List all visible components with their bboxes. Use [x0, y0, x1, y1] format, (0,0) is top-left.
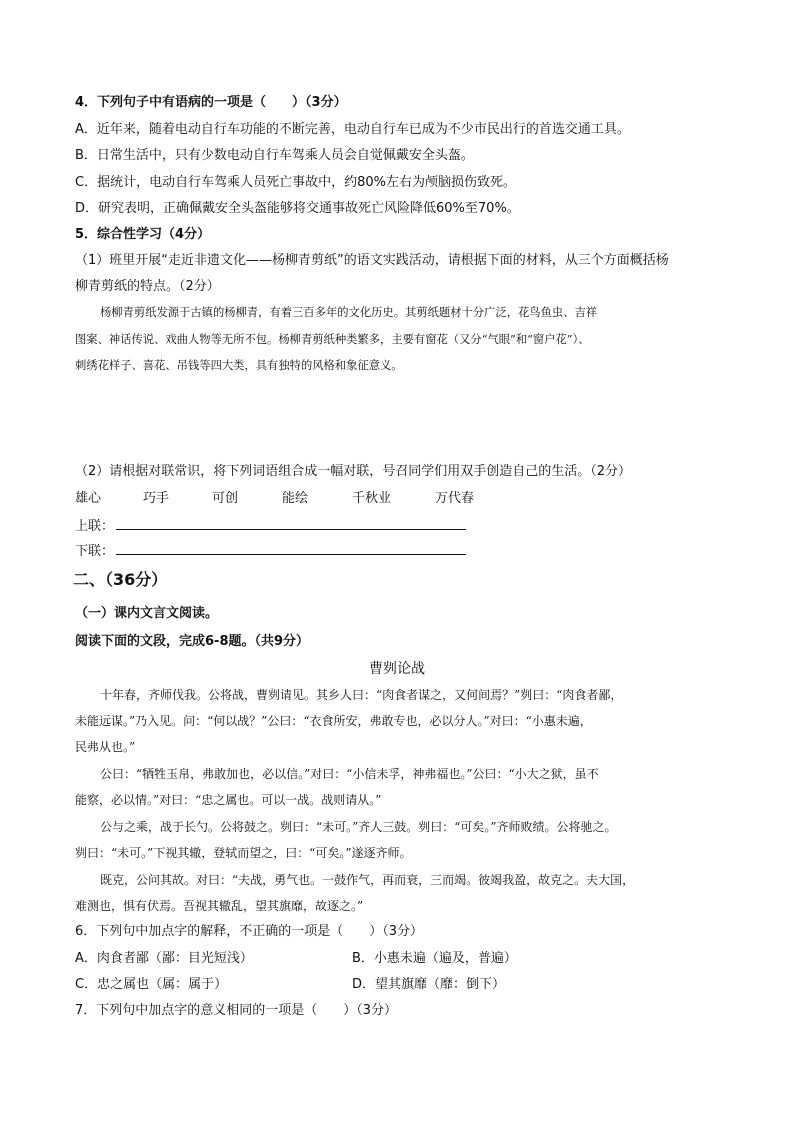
couplet-word-4: 能绘	[282, 491, 309, 506]
passage-line-4: 公曰：“牺牲玉帛，弗敢加也，必以信。”对曰：“小信未孚，神弗福也。”公曰：“小大之狱，虽不	[100, 767, 599, 781]
q6-option-b: B．小惠未遍（遍及，普遍）	[352, 951, 517, 966]
passage-line-2: 未能远谋。”乃入见。问：“何以战？”公曰：“衣食所安，弗敢专也，必以分人。”对曰：“小惠未遍，	[75, 714, 592, 728]
q6-option-c: C．忠之属也（属：属于）	[75, 977, 228, 992]
passage-line-9: 难测也，惧有伏焉。吾视其辙乱，望其旗靡，故逐之。”	[75, 899, 364, 913]
q5-part1-line2: 柳青剪纸的特点。（2分）	[75, 279, 220, 294]
upper-couplet-row	[75, 515, 466, 537]
q4-option-a: A．近年来，随着电动自行车功能的不断完善，电动自行车已成为不少市民出行的首选交通工具。	[75, 122, 630, 137]
reading-instruction: 阅读下面的文段，完成6-8题。（共9分）	[75, 634, 310, 649]
q5-material-line2: 图案、神话传说、戏曲人物等无所不包。杨柳青剪纸种类繁多，主要有窗花（又分“气眼”和“窗户花”）、	[75, 333, 590, 346]
passage-line-6: 公与之乘，战于长勺。公将鼓之。刿曰：“未可。”齐人三鼓。刿曰：“可矣。”齐师败绩。公将驰之。	[100, 820, 617, 834]
q5-title: 5．综合性学习（4分）	[75, 227, 211, 242]
q4-stem: 4．下列句子中有语病的一项是（ ）（3分）	[75, 95, 347, 110]
section-2-heading: 二、（36分）	[73, 570, 168, 589]
q6-option-a: A．肉食者鄙（鄙：目光短浅）	[75, 951, 253, 966]
passage-title: 曹刿论战	[369, 661, 425, 677]
q7-stem: 7．下列句中加点字的意义相同的一项是（ ）（3分）	[75, 1003, 398, 1018]
upper-couplet-label: 上联：	[75, 519, 115, 534]
passage-line-1: 十年春，齐师伐我。公将战，曹刿请见。其乡人曰：“肉食者谋之，又何间焉？”刿曰：“肉食者鄙，	[100, 688, 623, 702]
lower-couplet-answer-line[interactable]	[116, 540, 466, 555]
lower-couplet-row	[75, 540, 466, 562]
q6-option-d: D．望其旗靡（靡：倒下）	[352, 977, 506, 992]
lower-couplet-label: 下联：	[75, 544, 115, 559]
q5-part1-line1: （1）班里开展“走近非遗文化——杨柳青剪纸”的语文实践活动，请根据下面的材料，从三个方面概括杨	[75, 253, 669, 268]
q5-material-line3: 刺绣花样子、喜花、吊钱等四大类，具有独特的风格和象征意义。	[75, 359, 403, 372]
passage-line-5: 能察，必以情。”对曰：“忠之属也。可以一战。战则请从。”	[75, 793, 382, 807]
upper-couplet-answer-line[interactable]	[116, 515, 466, 530]
q5-part2: （2）请根据对联常识，将下列词语组合成一幅对联，号召同学们用双手创造自己的生活。（2分）	[75, 464, 632, 479]
passage-line-7: 刿曰：“未可。”下视其辙，登轼而望之，曰：“可矣。”遂逐齐师。	[75, 846, 412, 860]
q4-option-c: C．据统计，电动自行车驾乘人员死亡事故中，约80%左右为颅脑损伤致死。	[75, 175, 516, 190]
q4-option-b: B．日常生活中，只有少数电动自行车驾乘人员会自觉佩戴安全头盔。	[75, 148, 474, 163]
couplet-word-2: 巧手	[143, 491, 170, 506]
passage-line-3: 民弗从也。”	[75, 740, 136, 754]
q6-stem: 6．下列句中加点字的解释，不正确的一项是（ ）（3分）	[75, 924, 424, 939]
section-2-subheading: （一）课内文言文阅读。	[75, 606, 219, 621]
couplet-word-5: 千秋业	[352, 491, 392, 506]
couplet-word-3: 可创	[212, 491, 239, 506]
q4-option-d: D．研究表明，正确佩戴安全头盔能够将交通事故死亡风险降低60%至70%。	[75, 201, 520, 216]
q5-material-line1: 杨柳青剪纸发源于古镇的杨柳青，有着三百多年的文化历史。其剪纸题材十分广泛，花鸟鱼虫、吉祥	[100, 306, 598, 319]
passage-line-8: 既克，公问其故。对曰：“夫战，勇气也。一鼓作气，再而衰，三而竭。彼竭我盈，故克之。夫大国，	[100, 873, 635, 887]
couplet-word-6: 万代春	[435, 491, 475, 506]
couplet-word-1: 雄心	[75, 491, 102, 506]
